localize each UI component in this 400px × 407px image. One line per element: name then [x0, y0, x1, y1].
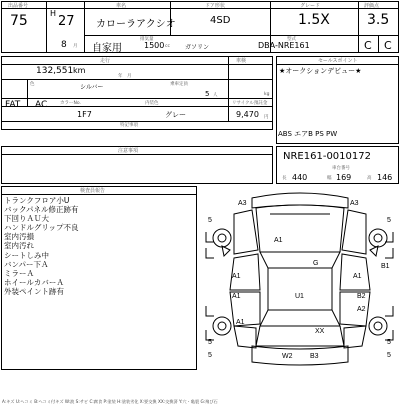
inspection-label: 車検	[236, 58, 247, 64]
color-code: 1F7	[77, 110, 92, 119]
inspection-suffix: 年 月	[118, 74, 132, 79]
engine-cc: 1500	[144, 41, 165, 50]
month: 8	[61, 40, 67, 50]
grade: 1.5X	[298, 12, 330, 28]
damage-code: B2	[357, 293, 366, 300]
usage: 自家用	[92, 43, 122, 54]
recycle-fee: 9,470	[236, 110, 259, 119]
cc-unit: cc	[165, 44, 170, 49]
inspector-label: 検査員報告	[80, 188, 106, 194]
damage-diagram	[200, 186, 399, 370]
seats: 5	[205, 90, 210, 98]
damage-code: G	[313, 260, 319, 267]
aircon: AC	[35, 100, 48, 110]
list-item: 外装ペイント跡有	[4, 286, 64, 296]
trim-label: 内装色	[145, 101, 159, 106]
year: 27	[58, 14, 75, 29]
overall-score: 3.5	[367, 12, 390, 28]
damage-code: A1	[274, 237, 283, 244]
chassis-number-label: 車台番号	[332, 166, 350, 171]
features: ABS エアB PS PW	[278, 130, 338, 138]
mileage-value: 132,551	[36, 66, 74, 76]
tire-tread-value: 5	[208, 339, 212, 346]
model-label: 車名	[116, 2, 127, 9]
doors-label: ドア形状	[205, 2, 225, 9]
lot-label: 出品番号	[8, 2, 29, 9]
year-era: H	[50, 9, 57, 18]
tire-tread-value: 5	[387, 217, 391, 224]
damage-code: A1	[236, 319, 245, 326]
legend-footer	[2, 388, 398, 404]
tire-tread-value: 5	[387, 352, 391, 359]
tire-tread-value: 5	[208, 217, 212, 224]
load-unit: kg	[264, 92, 270, 97]
list-item: 室内汚損	[4, 232, 34, 242]
list-item: 下回りＡＵ大	[4, 214, 49, 224]
damage-code: A3	[350, 200, 359, 207]
door-type: 4SD	[210, 15, 231, 26]
model-code: DBA-NRE161	[258, 41, 310, 50]
recycle-unit: 円	[264, 115, 269, 120]
car-outline	[200, 186, 399, 370]
score-label: 評価点	[364, 2, 380, 9]
damage-code: A2	[357, 306, 366, 313]
width: 169	[336, 173, 352, 182]
list-item: ミラーＡ	[4, 268, 34, 278]
list-item: シートしみ中	[4, 250, 49, 260]
damage-code: B1	[381, 263, 390, 270]
sales-point-text: ★オークションデビュー★	[279, 67, 362, 75]
damage-code: XX	[315, 328, 325, 335]
memo-label: 特記事項	[120, 123, 138, 128]
damage-code: B3	[310, 353, 319, 360]
damage-code: A1	[232, 273, 241, 280]
height: 146	[377, 173, 393, 182]
list-item: バンパー下Ａ	[4, 259, 49, 269]
damage-code: A1	[232, 293, 241, 300]
inspector-list	[4, 196, 79, 296]
height-label: 高	[367, 176, 372, 181]
recycle-label: リサイクル預託金	[232, 101, 268, 106]
seats-label: 乗車定員	[170, 82, 188, 87]
list-item: 室内汚れ	[4, 241, 34, 251]
list-item: ホイールカバーＡ	[4, 277, 64, 287]
mileage-label: 走行	[100, 58, 111, 64]
fuel: ガソリン	[185, 44, 210, 51]
model-name: カローラアクシオ	[96, 19, 176, 30]
cc-label: 排気量	[140, 37, 154, 42]
damage-code: A1	[353, 273, 362, 280]
lot-number: 75	[10, 13, 28, 29]
mileage-unit: km	[73, 66, 86, 75]
sales-point-label: セールスポイント	[318, 58, 358, 64]
notes-label: 注意事項	[118, 148, 139, 154]
length-label: 長	[282, 176, 287, 181]
exterior-score: C	[384, 39, 392, 52]
list-item: トランクフロア小U	[4, 196, 70, 205]
tire-tread-value: 5	[387, 339, 391, 346]
trim-color: グレー	[165, 111, 186, 119]
length: 440	[292, 173, 308, 182]
color-code-label: カラーNo.	[60, 101, 81, 106]
chassis-number: NRE161-0010172	[283, 151, 371, 162]
grade-label: グレード	[300, 2, 321, 9]
seats-unit: 人	[213, 93, 218, 98]
type-label: 型式	[287, 37, 296, 42]
month-unit: 月	[73, 44, 78, 49]
width-label: 幅	[327, 176, 332, 181]
tire-tread-value: 5	[208, 352, 212, 359]
color: シルバー	[80, 84, 104, 91]
interior-score: C	[364, 39, 372, 52]
list-item: ハンドルグリップ不良	[4, 223, 79, 233]
damage-code: W2	[282, 353, 293, 360]
damage-code: A3	[238, 200, 247, 207]
transmission: FAT	[5, 100, 21, 110]
damage-code: U1	[295, 293, 304, 300]
list-item: バックパネル修正跡有	[4, 205, 79, 215]
color-label: 色	[30, 82, 35, 87]
legend-text: A:キズ U:ヘコミ B:ヘコミ付キズ W:波 S:サビ C:腐食 P:塗装 H:塗装劣化 X:要交換 XX:交換済 Y:穴・亀裂 G:飛び石	[2, 399, 218, 404]
